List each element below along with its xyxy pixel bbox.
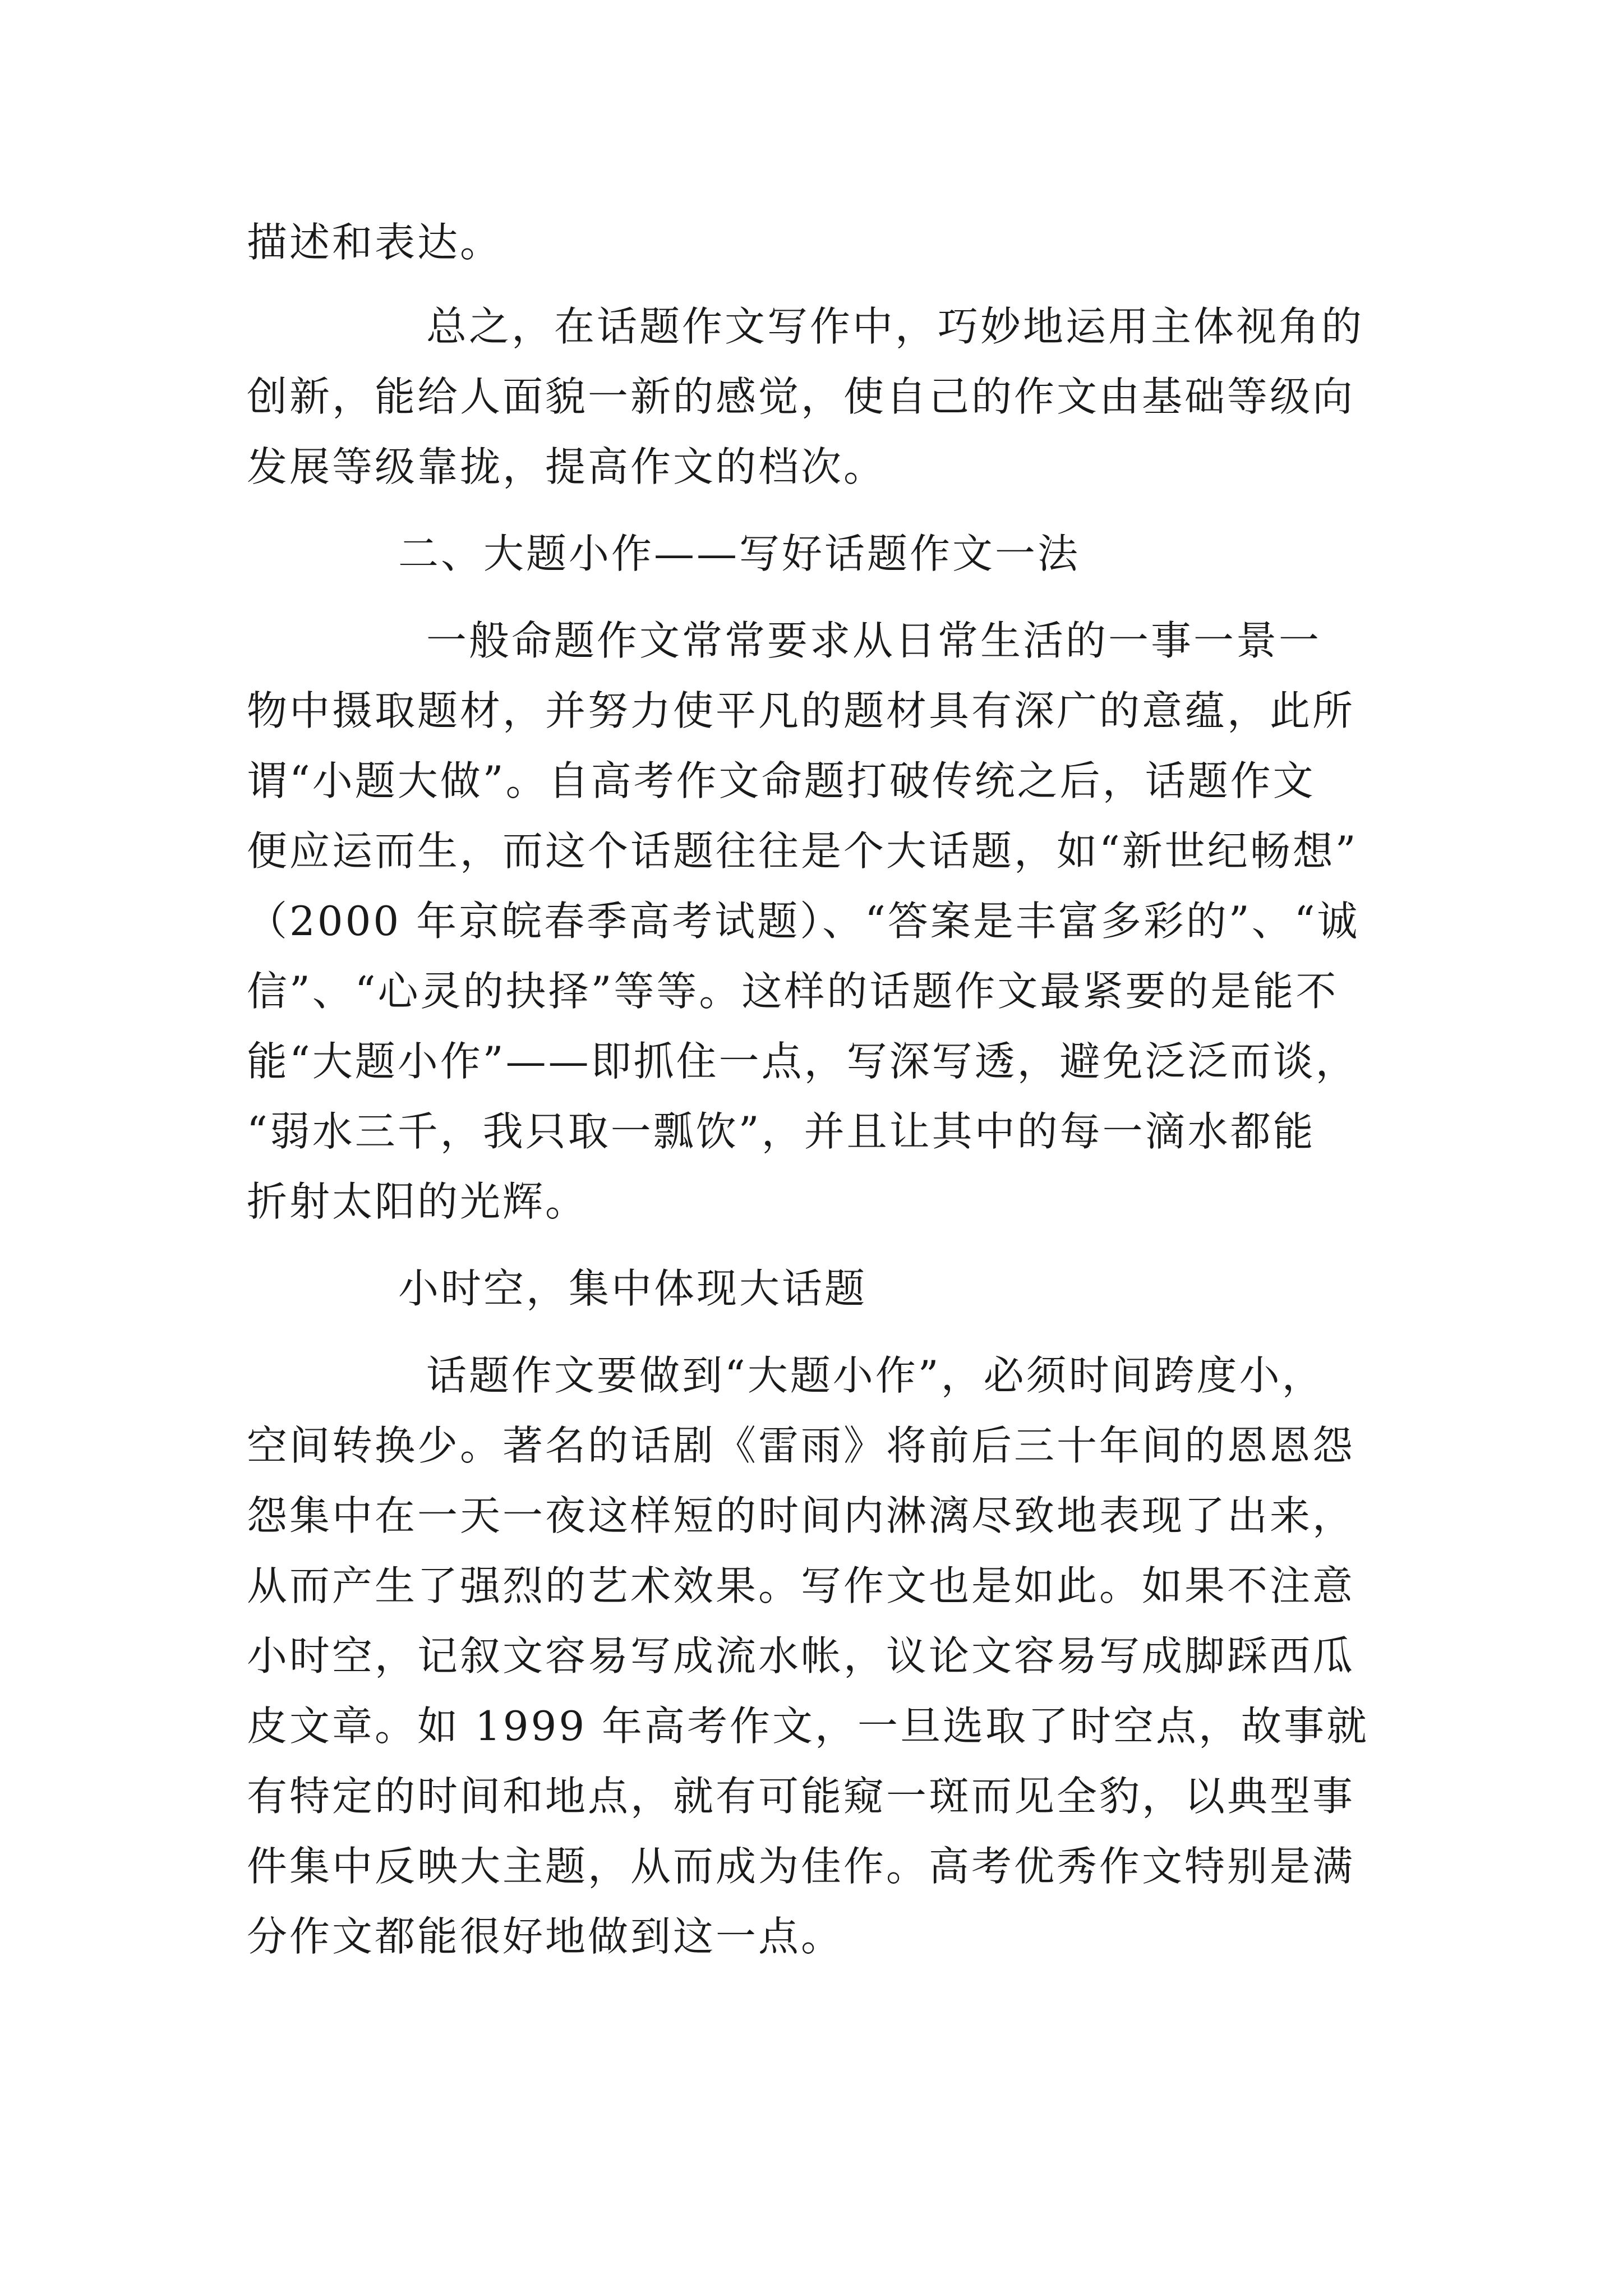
text-line: 小时空，记叙文容易写成流水帐，议论文容易写成脚踩西瓜: [247, 1632, 1355, 1680]
text-line: 一般命题作文常常要求从日常生活的一事一景一: [426, 617, 1322, 664]
text-line: 皮文章。如 1999 年高考作文，一旦选取了时空点，故事就: [247, 1703, 1370, 1750]
text-line: 物中摄取题材，并努力使平凡的题材具有深广的意蕴，此所: [247, 687, 1355, 734]
text-line: 有特定的时间和地点，就有可能窥一斑而见全豹，以典型事: [247, 1773, 1355, 1820]
text-line: 发展等级靠拢，提高作文的档次。: [247, 443, 887, 490]
section-heading: 二、大题小作——写好话题作文一法: [398, 530, 1081, 577]
text-line: 折射太阳的光辉。: [247, 1178, 588, 1225]
text-line: “弱水三千，我只取一瓢饮”，并且让其中的每一滴水都能: [247, 1108, 1316, 1155]
text-line: 怨集中在一天一夜这样短的时间内淋漓尽致地表现了出来，: [247, 1492, 1355, 1539]
text-line: 从而产生了强烈的艺术效果。写作文也是如此。如果不注意: [247, 1562, 1355, 1609]
subsection-heading: 小时空，集中体现大话题: [398, 1265, 868, 1312]
text-line: 总之，在话题作文写作中，巧妙地运用主体视角的: [426, 303, 1364, 350]
text-line: 信”、“心灵的抉择”等等。这样的话题作文最紧要的是能不: [247, 968, 1339, 1015]
text-line: 件集中反映大主题，从而成为佳作。高考优秀作文特别是满: [247, 1843, 1355, 1890]
text-line: 创新，能给人面貌一新的感觉，使自己的作文由基础等级向: [247, 373, 1355, 420]
text-line: （2000 年京皖春季高考试题）、“答案是丰富多彩的”、“诚: [247, 898, 1360, 945]
text-line: 分作文都能很好地做到这一点。: [247, 1913, 844, 1960]
text-line: 谓“小题大做”。自高考作文命题打破传统之后，话题作文: [247, 757, 1316, 804]
text-line: 空间转换少。著名的话剧《雷雨》将前后三十年间的恩恩怨: [247, 1422, 1355, 1469]
text-line: 能“大题小作”——即抓住一点，写深写透，避免泛泛而谈，: [247, 1038, 1358, 1085]
text-line: 描述和表达。: [247, 219, 503, 266]
text-line: 便应运而生，而这个话题往往是个大话题，如“新世纪畅想”: [247, 827, 1358, 875]
text-line: 话题作文要做到“大题小作”，必须时间跨度小，: [426, 1352, 1325, 1399]
